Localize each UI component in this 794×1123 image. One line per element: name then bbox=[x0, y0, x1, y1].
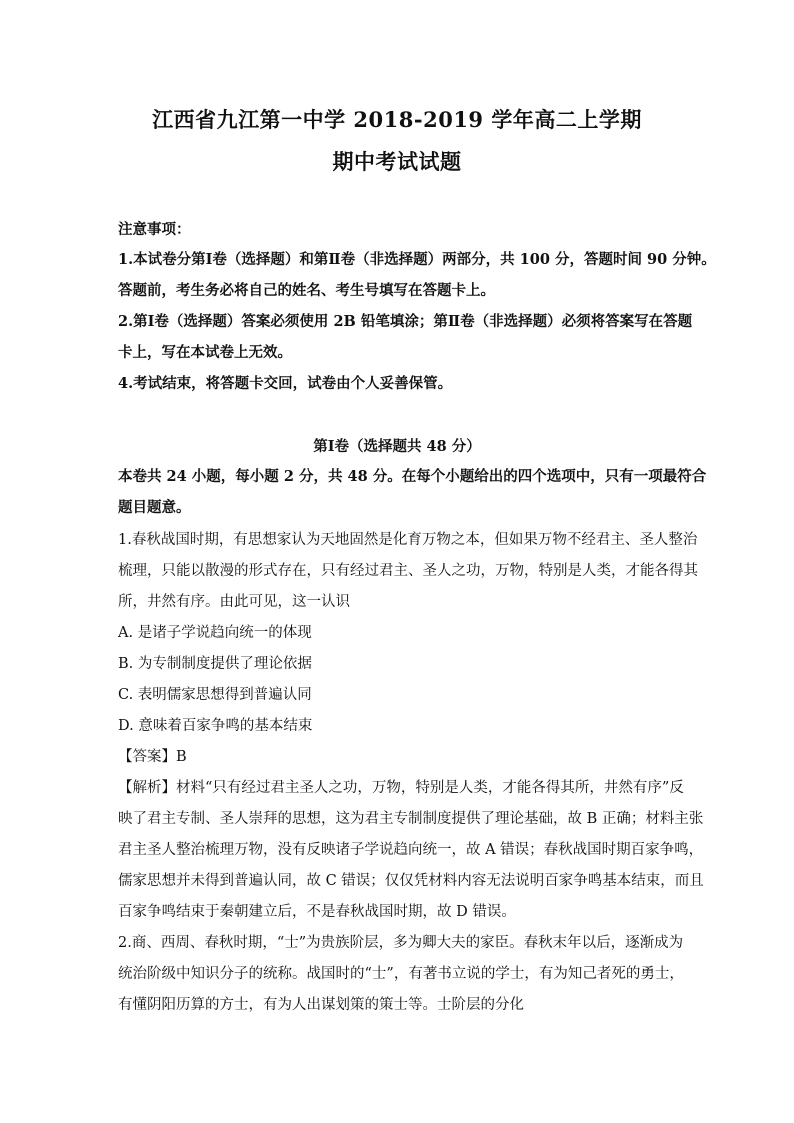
analysis-line: 儒家思想并未得到普遍认同，故 C 错误；仅仅凭材料内容无法说明百家争鸣基本结束，而且 bbox=[118, 873, 704, 889]
notice-line: 1.本试卷分第Ⅰ卷（选择题）和第Ⅱ卷（非选择题）两部分，共 100 分，答题时间 90 分钟。 bbox=[118, 251, 716, 268]
answer: 【答案】B bbox=[118, 749, 187, 765]
option-d: D. 意味着百家争鸣的基本结束 bbox=[118, 718, 313, 734]
notice-line: 卡上，写在本试卷上无效。 bbox=[118, 344, 292, 361]
question-stem: 梳理，只能以散漫的形式存在，只有经过君主、圣人之功，万物，特别是人类，才能各得其 bbox=[118, 563, 698, 579]
question-stem: 统治阶级中知识分子的统称。战国时的“士”，有著书立说的学士，有为知己者死的勇士， bbox=[118, 966, 684, 982]
page-title: 江西省九江第一中学 2018-2019 学年高二上学期 bbox=[152, 107, 642, 132]
page-subtitle: 期中考试试题 bbox=[332, 149, 462, 174]
section-intro: 题目题意。 bbox=[118, 499, 191, 516]
notice-line: 2.第Ⅰ卷（选择题）答案必须使用 2B 铅笔填涂；第Ⅱ卷（非选择题）必须将答案写在答题 bbox=[118, 313, 693, 330]
option-a: A. 是诸子学说趋向统一的体现 bbox=[118, 625, 312, 641]
question-stem: 2.商、西周、春秋时期，“士”为贵族阶层，多为卿大夫的家臣。春秋末年以后，逐渐成为 bbox=[118, 935, 684, 951]
section-title: 第Ⅰ卷（选择题共 48 分） bbox=[313, 438, 481, 455]
analysis-line: 【解析】材料“只有经过君主圣人之功，万物，特别是人类，才能各得其所，井然有序”反 bbox=[118, 780, 684, 796]
section-intro: 本卷共 24 小题，每小题 2 分，共 48 分。在每个小题给出的四个选项中，只有一项最符合 bbox=[118, 468, 707, 485]
analysis-line: 映了君主专制、圣人崇拜的思想，这为君主专制制度提供了理论基础，故 B 正确；材料主张 bbox=[118, 811, 704, 827]
analysis-line: 君主圣人整治梳理万物，没有反映诸子学说趋向统一，故 A 错误；春秋战国时期百家争鸣， bbox=[118, 842, 704, 858]
notice-line: 答题前，考生务必将自己的姓名、考生号填写在答题卡上。 bbox=[118, 282, 495, 299]
notice-line: 4.考试结束，将答题卡交回，试卷由个人妥善保管。 bbox=[118, 375, 453, 392]
notice-heading: 注意事项： bbox=[118, 221, 191, 238]
option-b: B. 为专制制度提供了理论依据 bbox=[118, 656, 312, 672]
analysis-line: 百家争鸣结束于秦朝建立后，不是春秋战国时期，故 D 错误。 bbox=[118, 904, 516, 920]
question-stem: 有懂阴阳历算的方士，有为人出谋划策的策士等。士阶层的分化 bbox=[118, 997, 524, 1013]
option-c: C. 表明儒家思想得到普遍认同 bbox=[118, 687, 312, 703]
question-stem: 所，井然有序。由此可见，这一认识 bbox=[118, 594, 350, 610]
question-stem: 1.春秋战国时期，有思想家认为天地固然是化育万物之本，但如果万物不经君主、圣人整治 bbox=[118, 532, 698, 548]
